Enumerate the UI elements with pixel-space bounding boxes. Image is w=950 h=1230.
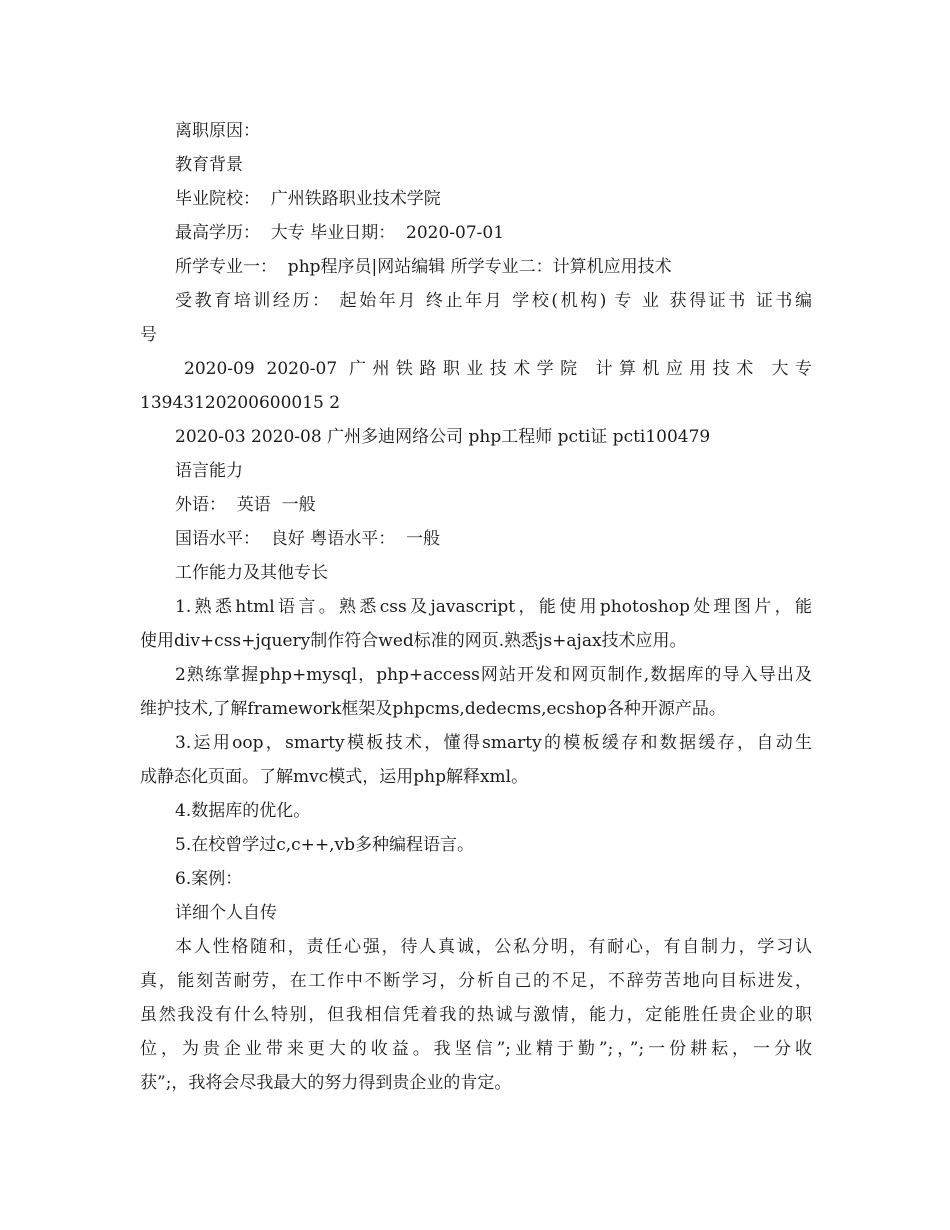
text-line: 受教育培训经历： 起始年月 终止年月 学校(机构) 专 业 获得证书 证书编 — [175, 291, 812, 311]
text-line: 5.在校曾学过c,c++,vb多种编程语言。 — [175, 835, 475, 855]
text-line: 6.案例： — [175, 869, 243, 889]
text-line: 1.熟悉html语言。熟悉css及javascript，能使用photoshop处理图片，能 — [175, 597, 812, 617]
text-line: 成静态化页面。了解mvc模式，运用php解释xml。 — [140, 767, 529, 787]
document-body — [140, 114, 812, 1100]
text-line: 离职原因： — [175, 121, 260, 141]
text-line: 本人性格随和，责任心强，待人真诚，公私分明，有耐心，有自制力，学习认 — [175, 937, 812, 957]
text-line: 国语水平： 良好 粤语水平： 一般 — [175, 529, 441, 549]
text-line: 真，能刻苦耐劳，在工作中不断学习，分析自己的不足，不辞劳苦地向目标进发， — [140, 971, 812, 991]
text-line: 2熟练掌握php+mysql，php+access网站开发和网页制作,数据库的导入导出及 — [175, 665, 812, 685]
section-heading: 教育背景 — [175, 155, 243, 175]
text-line: 最高学历： 大专 毕业日期： 2020-07-01 — [175, 223, 505, 243]
text-line: 使用div+css+jquery制作符合wed标准的网页.熟悉js+ajax技术应用。 — [140, 631, 687, 651]
text-line: 外语： 英语 一般 — [175, 495, 316, 515]
section-heading: 详细个人自传 — [175, 903, 277, 923]
text-line: 2020-03 2020-08 广州多迪网络公司 php工程师 pcti证 pcti100479 — [175, 427, 711, 447]
section-heading: 语言能力 — [175, 461, 243, 481]
text-line: 号 — [140, 325, 157, 345]
text-line: 13943120200600015 2 — [140, 393, 341, 413]
section-heading: 工作能力及其他专长 — [175, 563, 328, 583]
text-line: 2020-09 2020-07 广州铁路职业技术学院 计算机应用技术 大专 — [184, 359, 812, 379]
text-line: 获”;，我将会尽我最大的努力得到贵企业的肯定。 — [140, 1073, 512, 1093]
text-line: 维护技术,了解framework框架及phpcms,dedecms,ecshop各种开源产品。 — [140, 699, 726, 719]
text-line: 虽然我没有什么特别，但我相信凭着我的热诚与激情，能力，定能胜任贵企业的职 — [140, 1005, 812, 1025]
text-line: 3.运用oop，smarty模板技术，懂得smarty的模板缓存和数据缓存，自动生 — [175, 733, 812, 753]
text-line: 所学专业一： php程序员|网站编辑 所学专业二：计算机应用技术 — [175, 257, 672, 277]
text-line: 位，为贵企业带来更大的收益。我坚信”;业精于勤”;，”;一份耕耘，一分收 — [140, 1039, 812, 1059]
text-line: 4.数据库的优化。 — [175, 801, 311, 821]
text-line: 毕业院校： 广州铁路职业技术学院 — [175, 189, 441, 209]
